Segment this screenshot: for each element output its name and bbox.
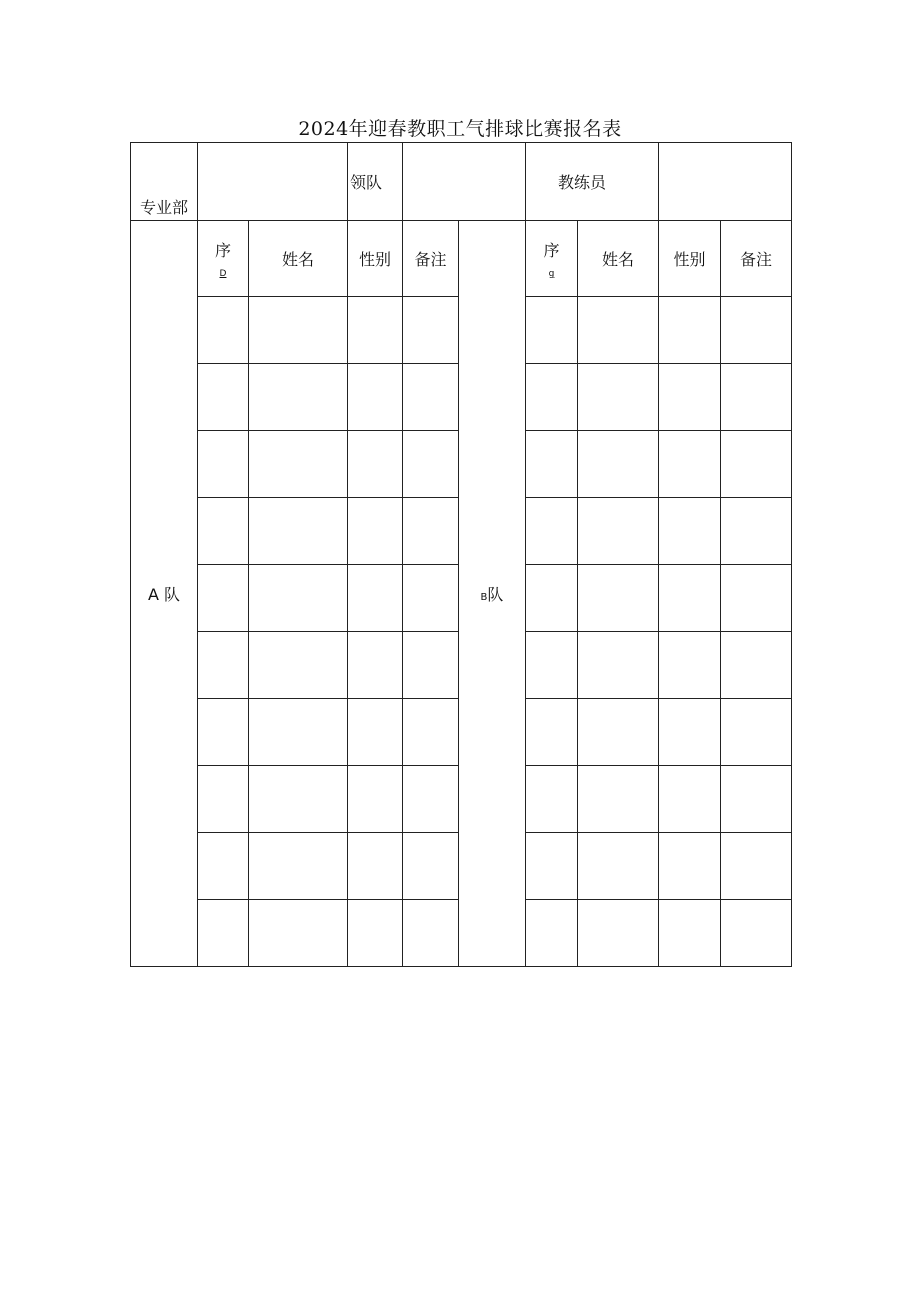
team-a-name-cell[interactable] bbox=[249, 766, 348, 833]
team-b-name-cell[interactable] bbox=[578, 766, 659, 833]
team-a-seq-cell[interactable] bbox=[198, 632, 249, 699]
team-b-gender-cell[interactable] bbox=[659, 766, 721, 833]
coach-field[interactable] bbox=[659, 143, 792, 221]
team-b-seq-header bbox=[526, 221, 578, 297]
team-b-name-cell[interactable] bbox=[578, 833, 659, 900]
team-b-name-cell[interactable] bbox=[578, 431, 659, 498]
team-b-gender-cell[interactable] bbox=[659, 498, 721, 565]
team-b-name-cell[interactable] bbox=[578, 900, 659, 967]
team-a-gender-cell[interactable] bbox=[348, 565, 403, 632]
team-a-gender-cell[interactable] bbox=[348, 431, 403, 498]
team-b-seq-bottom: g bbox=[548, 269, 555, 279]
registration-table bbox=[130, 142, 792, 967]
team-a-gender-cell[interactable] bbox=[348, 900, 403, 967]
team-b-note-cell[interactable] bbox=[721, 632, 792, 699]
team-a-seq-header bbox=[198, 221, 249, 297]
team-a-note-cell[interactable] bbox=[403, 833, 459, 900]
team-b-note-cell[interactable] bbox=[721, 297, 792, 364]
team-b-note-cell[interactable] bbox=[721, 699, 792, 766]
team-a-gender-cell[interactable] bbox=[348, 364, 403, 431]
team-b-gender-cell[interactable] bbox=[659, 565, 721, 632]
team-a-gender-header: 性别 bbox=[348, 221, 403, 297]
team-a-name-cell[interactable] bbox=[249, 565, 348, 632]
team-a-note-cell[interactable] bbox=[403, 364, 459, 431]
team-b-name-cell[interactable] bbox=[578, 632, 659, 699]
coach-label: 教练员 bbox=[526, 143, 659, 221]
team-a-gender-cell[interactable] bbox=[348, 833, 403, 900]
team-b-note-cell[interactable] bbox=[721, 431, 792, 498]
team-b-gender-header: 性别 bbox=[659, 221, 721, 297]
team-a-gender-cell[interactable] bbox=[348, 699, 403, 766]
team-b-name-cell[interactable] bbox=[578, 498, 659, 565]
title-year: 2024 bbox=[298, 118, 349, 140]
department-field[interactable] bbox=[198, 143, 348, 221]
team-a-gender-cell[interactable] bbox=[348, 766, 403, 833]
team-b-seq-cell[interactable] bbox=[526, 431, 578, 498]
team-b-seq-cell[interactable] bbox=[526, 833, 578, 900]
team-a-seq-cell[interactable] bbox=[198, 833, 249, 900]
team-b-note-cell[interactable] bbox=[721, 565, 792, 632]
team-b-gender-cell[interactable] bbox=[659, 297, 721, 364]
team-b-label-prefix: B bbox=[480, 592, 488, 603]
team-a-seq-bottom: D bbox=[219, 269, 227, 279]
team-a-note-cell[interactable] bbox=[403, 498, 459, 565]
team-b-note-cell[interactable] bbox=[721, 833, 792, 900]
team-a-seq-cell[interactable] bbox=[198, 297, 249, 364]
team-a-label: A 队 bbox=[131, 221, 198, 967]
team-b-gender-cell[interactable] bbox=[659, 900, 721, 967]
team-b-note-cell[interactable] bbox=[721, 766, 792, 833]
team-b-name-cell[interactable] bbox=[578, 565, 659, 632]
form-title bbox=[0, 114, 920, 141]
team-b-note-cell[interactable] bbox=[721, 364, 792, 431]
team-a-name-cell[interactable] bbox=[249, 498, 348, 565]
team-b-name-cell[interactable] bbox=[578, 364, 659, 431]
team-a-note-cell[interactable] bbox=[403, 699, 459, 766]
team-a-note-cell[interactable] bbox=[403, 565, 459, 632]
team-a-name-cell[interactable] bbox=[249, 632, 348, 699]
team-b-note-cell[interactable] bbox=[721, 498, 792, 565]
team-a-name-cell[interactable] bbox=[249, 900, 348, 967]
team-b-seq-cell[interactable] bbox=[526, 297, 578, 364]
column-header-row bbox=[131, 221, 792, 297]
team-a-gender-cell[interactable] bbox=[348, 297, 403, 364]
team-a-seq-cell[interactable] bbox=[198, 364, 249, 431]
team-a-seq-cell[interactable] bbox=[198, 498, 249, 565]
team-b-seq-cell[interactable] bbox=[526, 565, 578, 632]
team-a-gender-cell[interactable] bbox=[348, 498, 403, 565]
leader-field[interactable] bbox=[403, 143, 526, 221]
team-a-seq-cell[interactable] bbox=[198, 565, 249, 632]
team-b-name-cell[interactable] bbox=[578, 699, 659, 766]
team-a-seq-cell[interactable] bbox=[198, 699, 249, 766]
team-a-name-cell[interactable] bbox=[249, 364, 348, 431]
team-a-note-cell[interactable] bbox=[403, 766, 459, 833]
team-a-seq-cell[interactable] bbox=[198, 766, 249, 833]
team-b-seq-cell[interactable] bbox=[526, 699, 578, 766]
team-b-gender-cell[interactable] bbox=[659, 699, 721, 766]
team-b-gender-cell[interactable] bbox=[659, 431, 721, 498]
team-a-note-cell[interactable] bbox=[403, 297, 459, 364]
team-b-name-cell[interactable] bbox=[578, 297, 659, 364]
team-a-name-cell[interactable] bbox=[249, 431, 348, 498]
team-b-seq-cell[interactable] bbox=[526, 900, 578, 967]
team-a-name-header: 姓名 bbox=[249, 221, 348, 297]
team-a-gender-cell[interactable] bbox=[348, 632, 403, 699]
team-a-seq-cell[interactable] bbox=[198, 431, 249, 498]
team-a-note-cell[interactable] bbox=[403, 900, 459, 967]
team-b-label-suffix: 队 bbox=[487, 585, 504, 604]
team-a-name-cell[interactable] bbox=[249, 833, 348, 900]
team-b-gender-cell[interactable] bbox=[659, 833, 721, 900]
team-b-note-cell[interactable] bbox=[721, 900, 792, 967]
team-b-seq-cell[interactable] bbox=[526, 364, 578, 431]
team-b-seq-top: 序 bbox=[543, 241, 560, 260]
team-a-note-header: 备注 bbox=[403, 221, 459, 297]
team-a-name-cell[interactable] bbox=[249, 699, 348, 766]
team-b-seq-cell[interactable] bbox=[526, 632, 578, 699]
header-row bbox=[131, 143, 792, 221]
leader-label: 领队 bbox=[348, 143, 403, 221]
team-a-seq-cell[interactable] bbox=[198, 900, 249, 967]
team-b-name-header: 姓名 bbox=[578, 221, 659, 297]
department-label: 专业部 bbox=[131, 143, 198, 221]
team-b-label bbox=[459, 221, 526, 967]
team-a-note-cell[interactable] bbox=[403, 632, 459, 699]
team-b-gender-cell[interactable] bbox=[659, 632, 721, 699]
team-b-seq-cell[interactable] bbox=[526, 498, 578, 565]
team-a-note-cell[interactable] bbox=[403, 431, 459, 498]
team-b-note-header: 备注 bbox=[721, 221, 792, 297]
team-a-name-cell[interactable] bbox=[249, 297, 348, 364]
team-b-seq-cell[interactable] bbox=[526, 766, 578, 833]
team-b-gender-cell[interactable] bbox=[659, 364, 721, 431]
title-text: 年迎春教职工气排球比赛报名表 bbox=[348, 118, 622, 140]
team-a-seq-top: 序 bbox=[214, 241, 231, 260]
